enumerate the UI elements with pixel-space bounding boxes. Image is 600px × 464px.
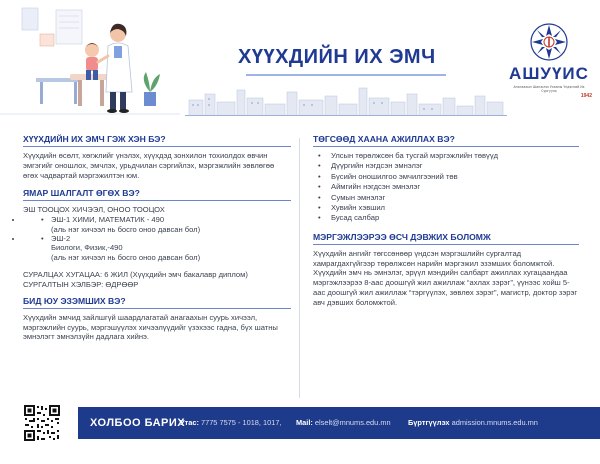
qr-code[interactable] xyxy=(23,404,61,442)
section-text-learn: Хүүхдийн эмчид зайлшгүй шаардлагатай анагаахын суурь хичээл, мэргэжлийн суурь, мэргэшүүлэх хичээлүүдийг үзэхээс гадна, бүх шатны эмнэлэгт эмнэлзүйн дадлага хийнэ. xyxy=(23,312,278,342)
phone-value[interactable]: 7775 7575 - 1018, 1017, xyxy=(200,418,282,427)
exam-item: • • ЭШ-2 xyxy=(23,234,291,243)
logo-year: 1942 xyxy=(580,93,592,99)
mail-link[interactable]: elselt@mnums.edu.mn xyxy=(314,418,391,427)
list-item: • Бүсийн оношилгоо эмчилгээний төв xyxy=(313,172,579,182)
phone-label: Утас: xyxy=(180,418,199,427)
logo-subtitle: Анагаахын Шинжлэх Ухааны Үндэсний Их Сургууль xyxy=(513,85,585,93)
exam-item: • • ЭШ-1 ХИМИ, МАТЕМАТИК - 490 xyxy=(23,215,291,224)
exam-list-2 xyxy=(23,234,291,243)
logo-name: АШУҮИС xyxy=(509,64,589,83)
column-divider xyxy=(299,138,300,398)
exam-note: Биологи, Физик,-490 xyxy=(51,243,123,253)
exam-list xyxy=(23,215,291,224)
mail-info xyxy=(296,418,391,427)
section-title-learn: БИД ЮУ ЭЗЭМШИХ ВЭ? xyxy=(23,296,291,309)
section-title-what: ХҮҮХДИЙН ИХ ЭМЧ ГЭЖ ХЭН БЭ? xyxy=(23,134,291,147)
section-title-work: ТӨГСӨӨД ХААНА АЖИЛЛАХ ВЭ? xyxy=(313,134,579,147)
study-duration: СУРАЛЦАХ ХУГАЦАА: 6 ЖИЛ (Хүүхдийн эмч бакалавр диплом) xyxy=(23,270,248,280)
list-item: • Аймгийн нэгдсэн эмнэлэг xyxy=(313,182,579,192)
list-item: • Бусад салбар xyxy=(313,213,579,223)
phone-info xyxy=(180,418,282,427)
exam-note: (аль нэг хичээл нь босго оноо давсан бол) xyxy=(51,252,201,262)
header-banner xyxy=(0,0,600,122)
exam-note: (аль нэг хичээл нь босго оноо давсан бол) xyxy=(51,224,201,234)
section-title-growth: МЭРГЭЖЛЭЭРЭЭ ӨСЧ ДЭВЖИХ БОЛОМЖ xyxy=(313,232,579,245)
contact-title: ХОЛБОО БАРИХ xyxy=(90,417,186,429)
registration-info xyxy=(408,418,538,427)
doctor-child-illustration xyxy=(0,0,180,122)
list-item: • Улсын төрөлжсөн ба тусгай мэргэжлийн төвүүд xyxy=(313,151,579,161)
growth-paragraph-2: Хүүхдийн эмч нь эмнэлэг, эрүүл мэндийн салбарт ажиллах хугацаандаа мэргэжлээрээ 8-аас доошгүй жил ажиллаж “ахлах зэрэг”, үүнээс хойш 5-аас доошгүй жил ажиллаж “тэргүүлэх, зөвлөх зэрэг”, магистр, доктор зэрэг авч дэвших боломжтой. xyxy=(313,268,578,307)
right-column xyxy=(313,134,579,308)
section-text-what: Хүүхдийн өсөлт, хөгжлийг үнэлэх, хүүхдэд зонхилон тохиолдох өвчин эмгэгийг оношлох, эмчлэх, урьдчилан сэргийлэх, мэргэжлийн зөвлөгөө өгөх чадвартай мэргэжилтэн юм. xyxy=(23,151,275,180)
page-title: ХҮҮХДИЙН ИХ ЭМЧ xyxy=(238,46,436,68)
city-skyline-illustration xyxy=(185,84,507,116)
exam-intro: ЭШ ТООЦОХ ХИЧЭЭЛ, ОНОО ТООЦОХ xyxy=(23,205,165,215)
growth-paragraph-1: Хүүхдийн ангийг төгссөнөөр үндсэн мэргэшлийн сургалтад хамрагдахгүйгээр төрөлжсөн нарийн мэргэжил эзэмших боломжтой. xyxy=(313,248,555,268)
list-item: • Сумын эмнэлэг xyxy=(313,193,579,203)
registration-label: Бүртгүүлэх xyxy=(408,418,450,427)
contact-footer xyxy=(78,407,600,439)
list-item: • Дүүргийн нэгдсэн эмнэлэг xyxy=(313,161,579,171)
mail-label: Mail: xyxy=(296,418,313,427)
workplace-list xyxy=(313,151,579,224)
university-logo xyxy=(506,22,592,99)
left-column xyxy=(23,134,291,342)
university-emblem-icon xyxy=(529,22,569,62)
title-underline xyxy=(246,74,446,76)
section-title-exams: ЯМАР ШАЛГАЛТ ӨГӨХ ВЭ? xyxy=(23,188,291,201)
registration-link[interactable]: admission.mnums.edu.mn xyxy=(451,418,538,427)
list-item: • Хувийн хэвшил xyxy=(313,203,579,213)
study-form: СУРГАЛТЫН ХЭЛБЭР: ӨДРӨӨР xyxy=(23,280,139,290)
